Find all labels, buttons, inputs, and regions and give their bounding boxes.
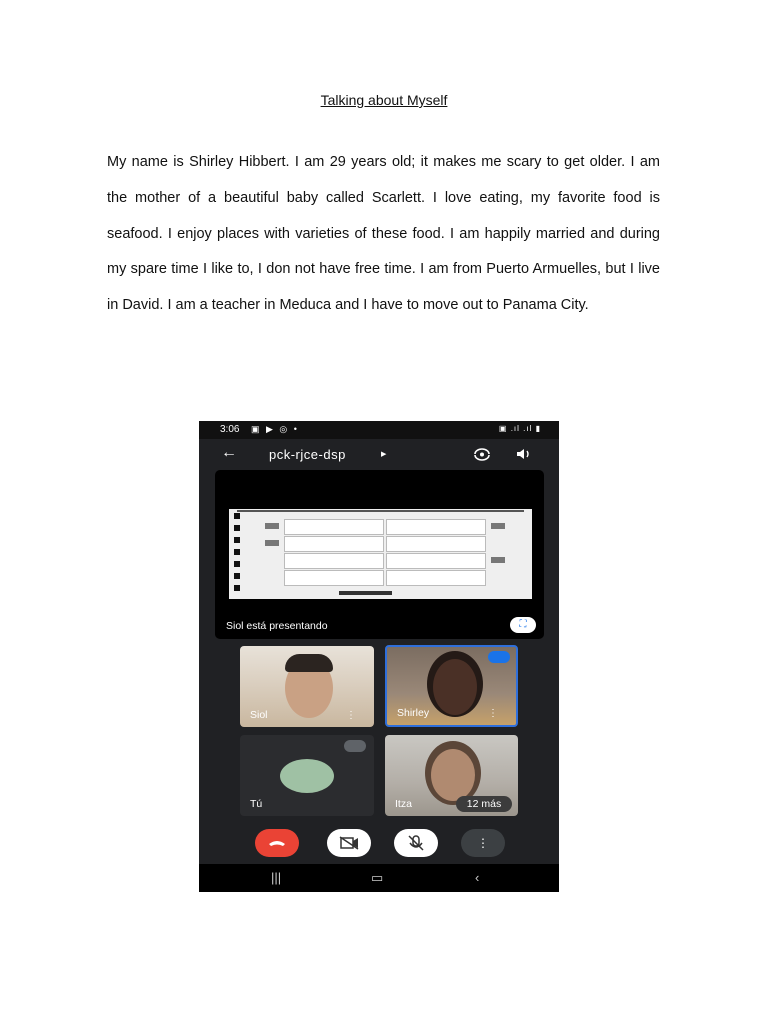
more-options-icon[interactable]: ⋮ — [461, 829, 505, 857]
android-navbar — [199, 864, 559, 892]
caret-right-icon: ▶ — [381, 451, 387, 458]
home-icon[interactable]: ▭ — [371, 870, 384, 885]
status-time: 3:06 — [220, 424, 240, 435]
sheet-cell — [284, 570, 384, 586]
speaker-icon[interactable] — [514, 444, 534, 464]
participant-name: Siol — [250, 709, 268, 721]
sheet-cell — [386, 570, 486, 586]
fullscreen-icon[interactable]: ⛶ — [510, 617, 536, 633]
player-bar — [339, 591, 392, 595]
end-call-button[interactable] — [255, 829, 299, 857]
back-icon[interactable]: ‹ — [475, 870, 480, 885]
meeting-code[interactable]: pck-rjce-dsp — [269, 447, 346, 462]
participant-video — [431, 749, 475, 801]
meet-screenshot — [199, 421, 559, 892]
sheet-cell — [284, 519, 384, 535]
more-options-icon[interactable]: ⋮ — [488, 708, 498, 719]
avatar — [280, 759, 334, 793]
bullet-column — [234, 513, 240, 595]
sheet-cell — [386, 553, 486, 569]
handwritten-mark — [491, 557, 505, 563]
notification-icons: ▣ ▶ ◎ • — [251, 424, 299, 434]
sheet-cell — [386, 519, 486, 535]
presentation-area — [215, 470, 544, 639]
presenting-label: Siol está presentando — [226, 620, 328, 632]
sheet-cell — [386, 536, 486, 552]
more-options-icon[interactable]: ⋮ — [346, 710, 356, 721]
call-controls — [199, 823, 559, 863]
handwritten-mark — [491, 523, 505, 529]
participant-tile-self[interactable] — [240, 735, 374, 816]
participant-video — [433, 659, 477, 715]
signal-battery-icon: ▣ .ıl .ıl ▮ — [498, 424, 541, 433]
switch-camera-icon[interactable] — [472, 444, 492, 464]
sheet-cell — [284, 553, 384, 569]
shared-worksheet — [229, 509, 532, 599]
back-arrow-icon[interactable]: ← — [221, 444, 237, 461]
status-bar — [199, 421, 559, 439]
recent-apps-icon[interactable]: ||| — [271, 870, 282, 885]
mic-off-icon — [344, 740, 366, 752]
speaking-indicator-icon — [488, 651, 510, 663]
participant-tile-siol[interactable] — [240, 646, 374, 727]
document-body: My name is Shirley Hibbert. I am 29 years old; it makes me scary to get older. I am the mother of a beautiful baby called Scarlett. I love eating, my favorite food is seafood. I enjoy places with varieties of these food. I am happily married and during my spare time I like to, I don not have free time. I am from Puerto Armuelles, but I live in David. I am a teacher in Meduca and I have to move out to Panama City. — [107, 154, 660, 314]
more-participants-badge[interactable]: 12 más — [456, 796, 512, 812]
participant-tile-shirley[interactable] — [385, 645, 518, 727]
camera-off-button[interactable] — [327, 829, 371, 857]
participant-name: Itza — [395, 798, 412, 810]
mic-off-button[interactable] — [394, 829, 438, 857]
participant-hair — [285, 654, 333, 672]
sheet-header-line — [237, 510, 524, 512]
handwritten-mark — [265, 523, 279, 529]
participant-name: Shirley — [397, 707, 430, 719]
participant-tile-itza[interactable] — [385, 735, 518, 816]
sheet-cell — [284, 536, 384, 552]
participant-name: Tú — [250, 798, 263, 810]
document-title: Talking about Myself — [320, 92, 448, 108]
meeting-toolbar — [199, 439, 559, 471]
handwritten-mark — [265, 540, 279, 546]
